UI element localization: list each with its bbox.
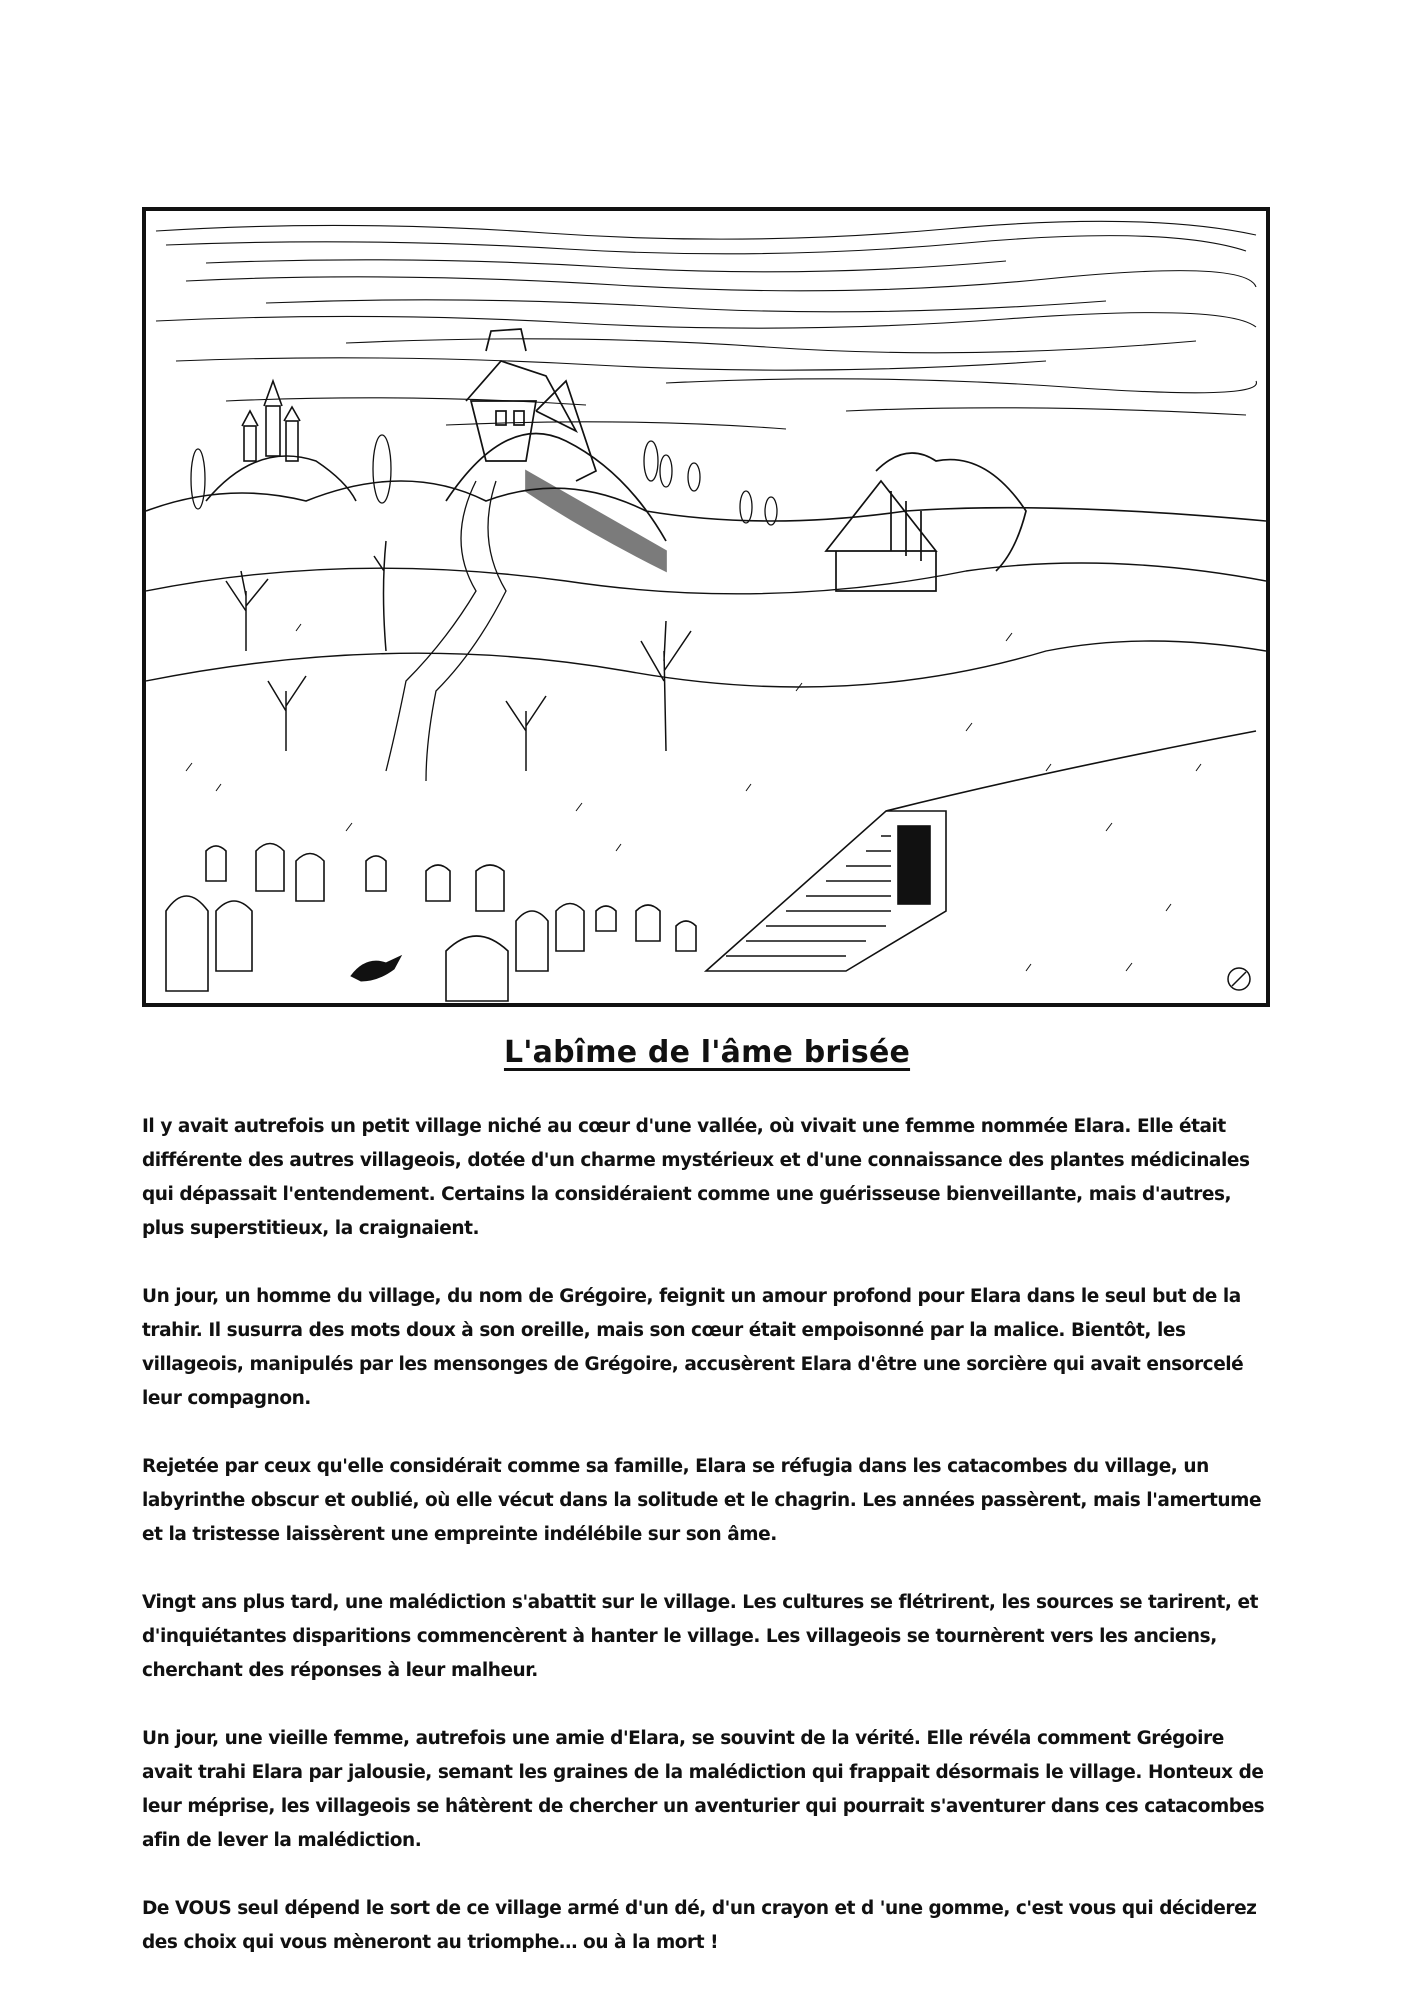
story-paragraph: Un jour, un homme du village, du nom de Grégoire, feignit un amour profond pour Elara dans le seul but de la trahir. Il susurra des mots doux à son oreille, mais son cœur était empoisonné par la malice. Bientôt, les villageois, manipulés par les mensonges de Grégoire, accusèrent Elara d'être une sorcière qui avait ensorcelé leur compagnon. xyxy=(142,1286,1244,1409)
story-paragraph: Un jour, une vieille femme, autrefois une amie d'Elara, se souvint de la vérité. Elle révéla comment Grégoire avait trahi Elara par jalousie, semant les graines de la malédiction qui frappait désormais le village. Honteux de leur méprise, les villageois se hâtèrent de chercher un aventurier qui pourrait s'aventurer dans ces catacombes afin de lever la malédiction. xyxy=(142,1728,1265,1851)
manor-house-drawing xyxy=(446,329,666,571)
story-paragraph: Il y avait autrefois un petit village niché au cœur d'une vallée, où vivait une femme nommée Elara. Elle était différente des autres villageois, dotée d'un charme mystérieux et d'une connaissance des plantes médicinales qui dépassait l'entendement. Certains la considéraient comme une guérisseuse bienveillante, mais d'autres, plus superstitieux, la craignaient. xyxy=(142,1116,1250,1239)
story-paragraph: Rejetée par ceux qu'elle considérait comme sa famille, Elara se réfugia dans les catacombes du village, un labyrinthe obscur et oublié, où elle vécut dans la solitude et le chagrin. Les années passèrent, mais l'amertume et la tristesse laissèrent une empreinte indélébile sur son âme. xyxy=(142,1456,1262,1545)
cypress-trees xyxy=(191,435,777,525)
story-paragraph: Vingt ans plus tard, une malédiction s'abattit sur le village. Les cultures se flétrirent, les sources se tarirent, et d'inquiétantes disparitions commencèrent à hanter le village. Les villageois se tournèrent vers les anciens, cherchant des réponses à leur malheur. xyxy=(142,1592,1258,1681)
tombstones xyxy=(166,844,696,1002)
story-title: L'abîme de l'âme brisée xyxy=(503,1035,911,1070)
story-paragraph: De VOUS seul dépend le sort de ce village armé d'un dé, d'un crayon et d 'une gomme, c'est vous qui déciderez des choix qui vous mèneront au triomphe… ou à la mort ! xyxy=(142,1898,1257,1953)
winding-path xyxy=(386,481,476,771)
bare-trees xyxy=(226,541,691,771)
graveyard-landscape-drawing xyxy=(146,211,1266,1003)
grass-strokes xyxy=(186,624,1201,971)
story-text xyxy=(142,1110,1272,1994)
horizon-line xyxy=(146,481,1266,521)
cloud-hatching xyxy=(156,221,1256,429)
catacomb-entrance-drawing xyxy=(706,731,1256,971)
raven-drawing xyxy=(351,956,401,981)
cover-illustration xyxy=(142,207,1270,1007)
ruined-barn-drawing xyxy=(826,453,1026,591)
